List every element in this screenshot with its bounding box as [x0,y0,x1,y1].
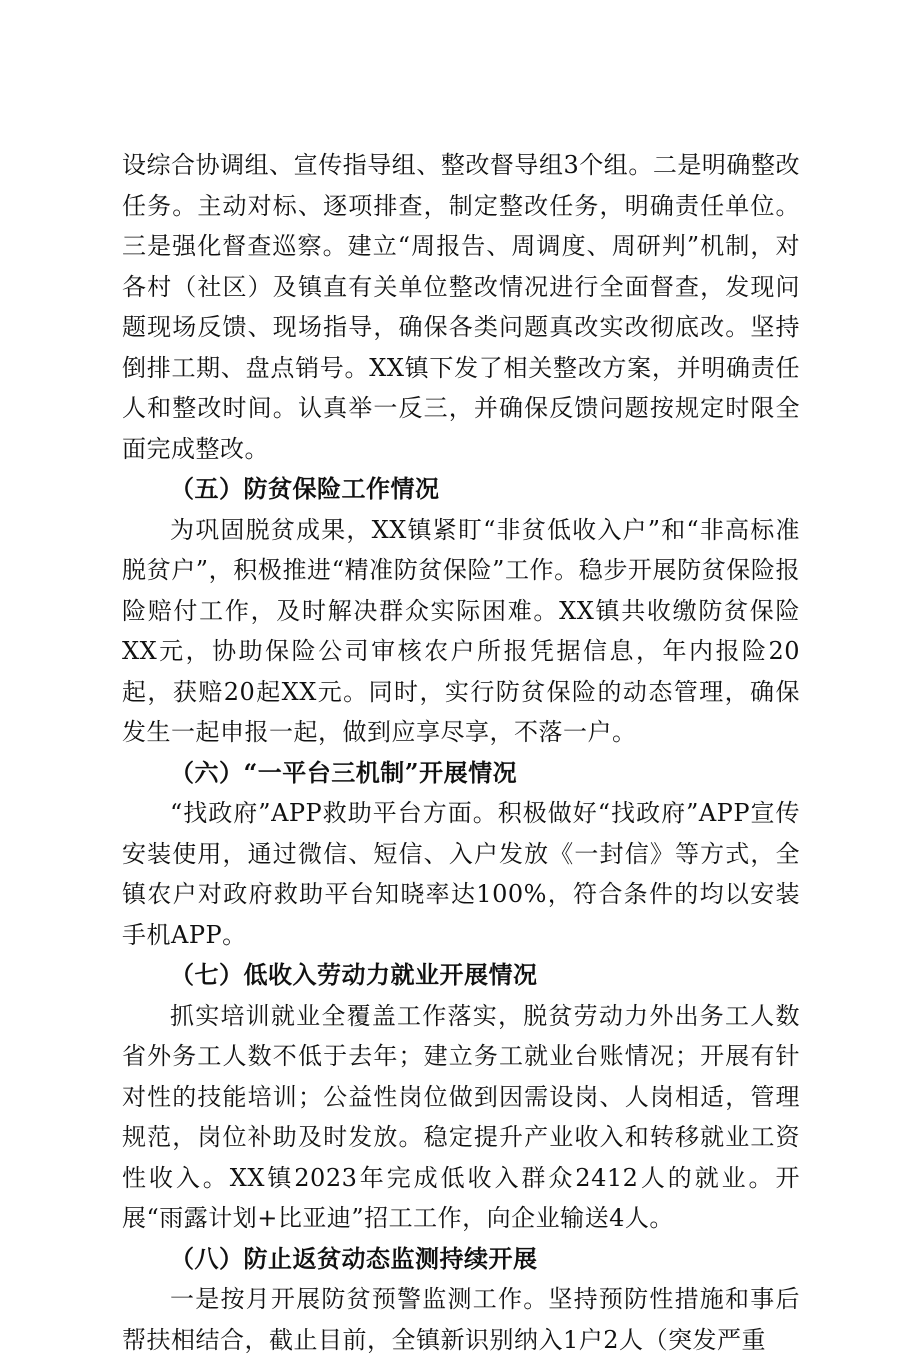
paragraph: 为巩固脱贫成果，XX镇紧盯“非贫低收入户”和“非高标准脱贫户”，积极推进“精准防贫保险”工作。稳步开展防贫保险报险赔付工作，及时解决群众实际困难。XX镇共收缴防贫保险XX元，协助保险公司审核农户所报凭据信息，年内报险20起，获赔20起XX元。同时，实行防贫保险的动态管理，确保发生一起申报一起，做到应享尽享，不落一户。 [122,515,800,746]
paragraph: 设综合协调组、宣传指导组、整改督导组3个组。二是明确整改任务。主动对标、逐项排查，制定整改任务，明确责任单位。三是强化督查巡察。建立“周报告、周调度、周研判”机制，对各村（社区）及镇直有关单位整改情况进行全面督查，发现问题现场反馈、现场指导，确保各类问题真改实改彻底改。坚持倒排工期、盘点销号。XX镇下发了相关整改方案，并明确责任人和整改时间。认真举一反三，并确保反馈问题按规定时限全面完成整改。 [122,151,800,463]
section-heading: （八）防止返贫动态监测持续开展 [170,1243,538,1273]
section-heading: （七）低收入劳动力就业开展情况 [170,960,538,989]
paragraph: 一是按月开展防贫预警监测工作。坚持预防性措施和事后帮扶相结合，截止目前，全镇新识别纳入1户2人（突发严重 [122,1285,800,1354]
section-heading: （六）“一平台三机制”开展情况 [170,757,518,787]
paragraph: 抓实培训就业全覆盖工作落实，脱贫劳动力外出务工人数省外务工人数不低于去年；建立务工就业台账情况；开展有针对性的技能培训；公益性岗位做到因需设岗、人岗相适，管理规范，岗位补助及时发放。稳定提升产业收入和转移就业工资性收入。XX镇2023年完成低收入群众2412人的就业。开展“雨露计划+比亚迪”招工工作，向企业输送4人。 [122,1001,800,1232]
document-body [122,145,800,1360]
section-heading: （五）防贫保险工作情况 [170,474,440,503]
paragraph: “找政府”APP救助平台方面。积极做好“找政府”APP宣传安装使用，通过微信、短信、入户发放《一封信》等方式，全镇农户对政府救助平台知晓率达100%，符合条件的均以安装手机APP。 [122,799,800,949]
